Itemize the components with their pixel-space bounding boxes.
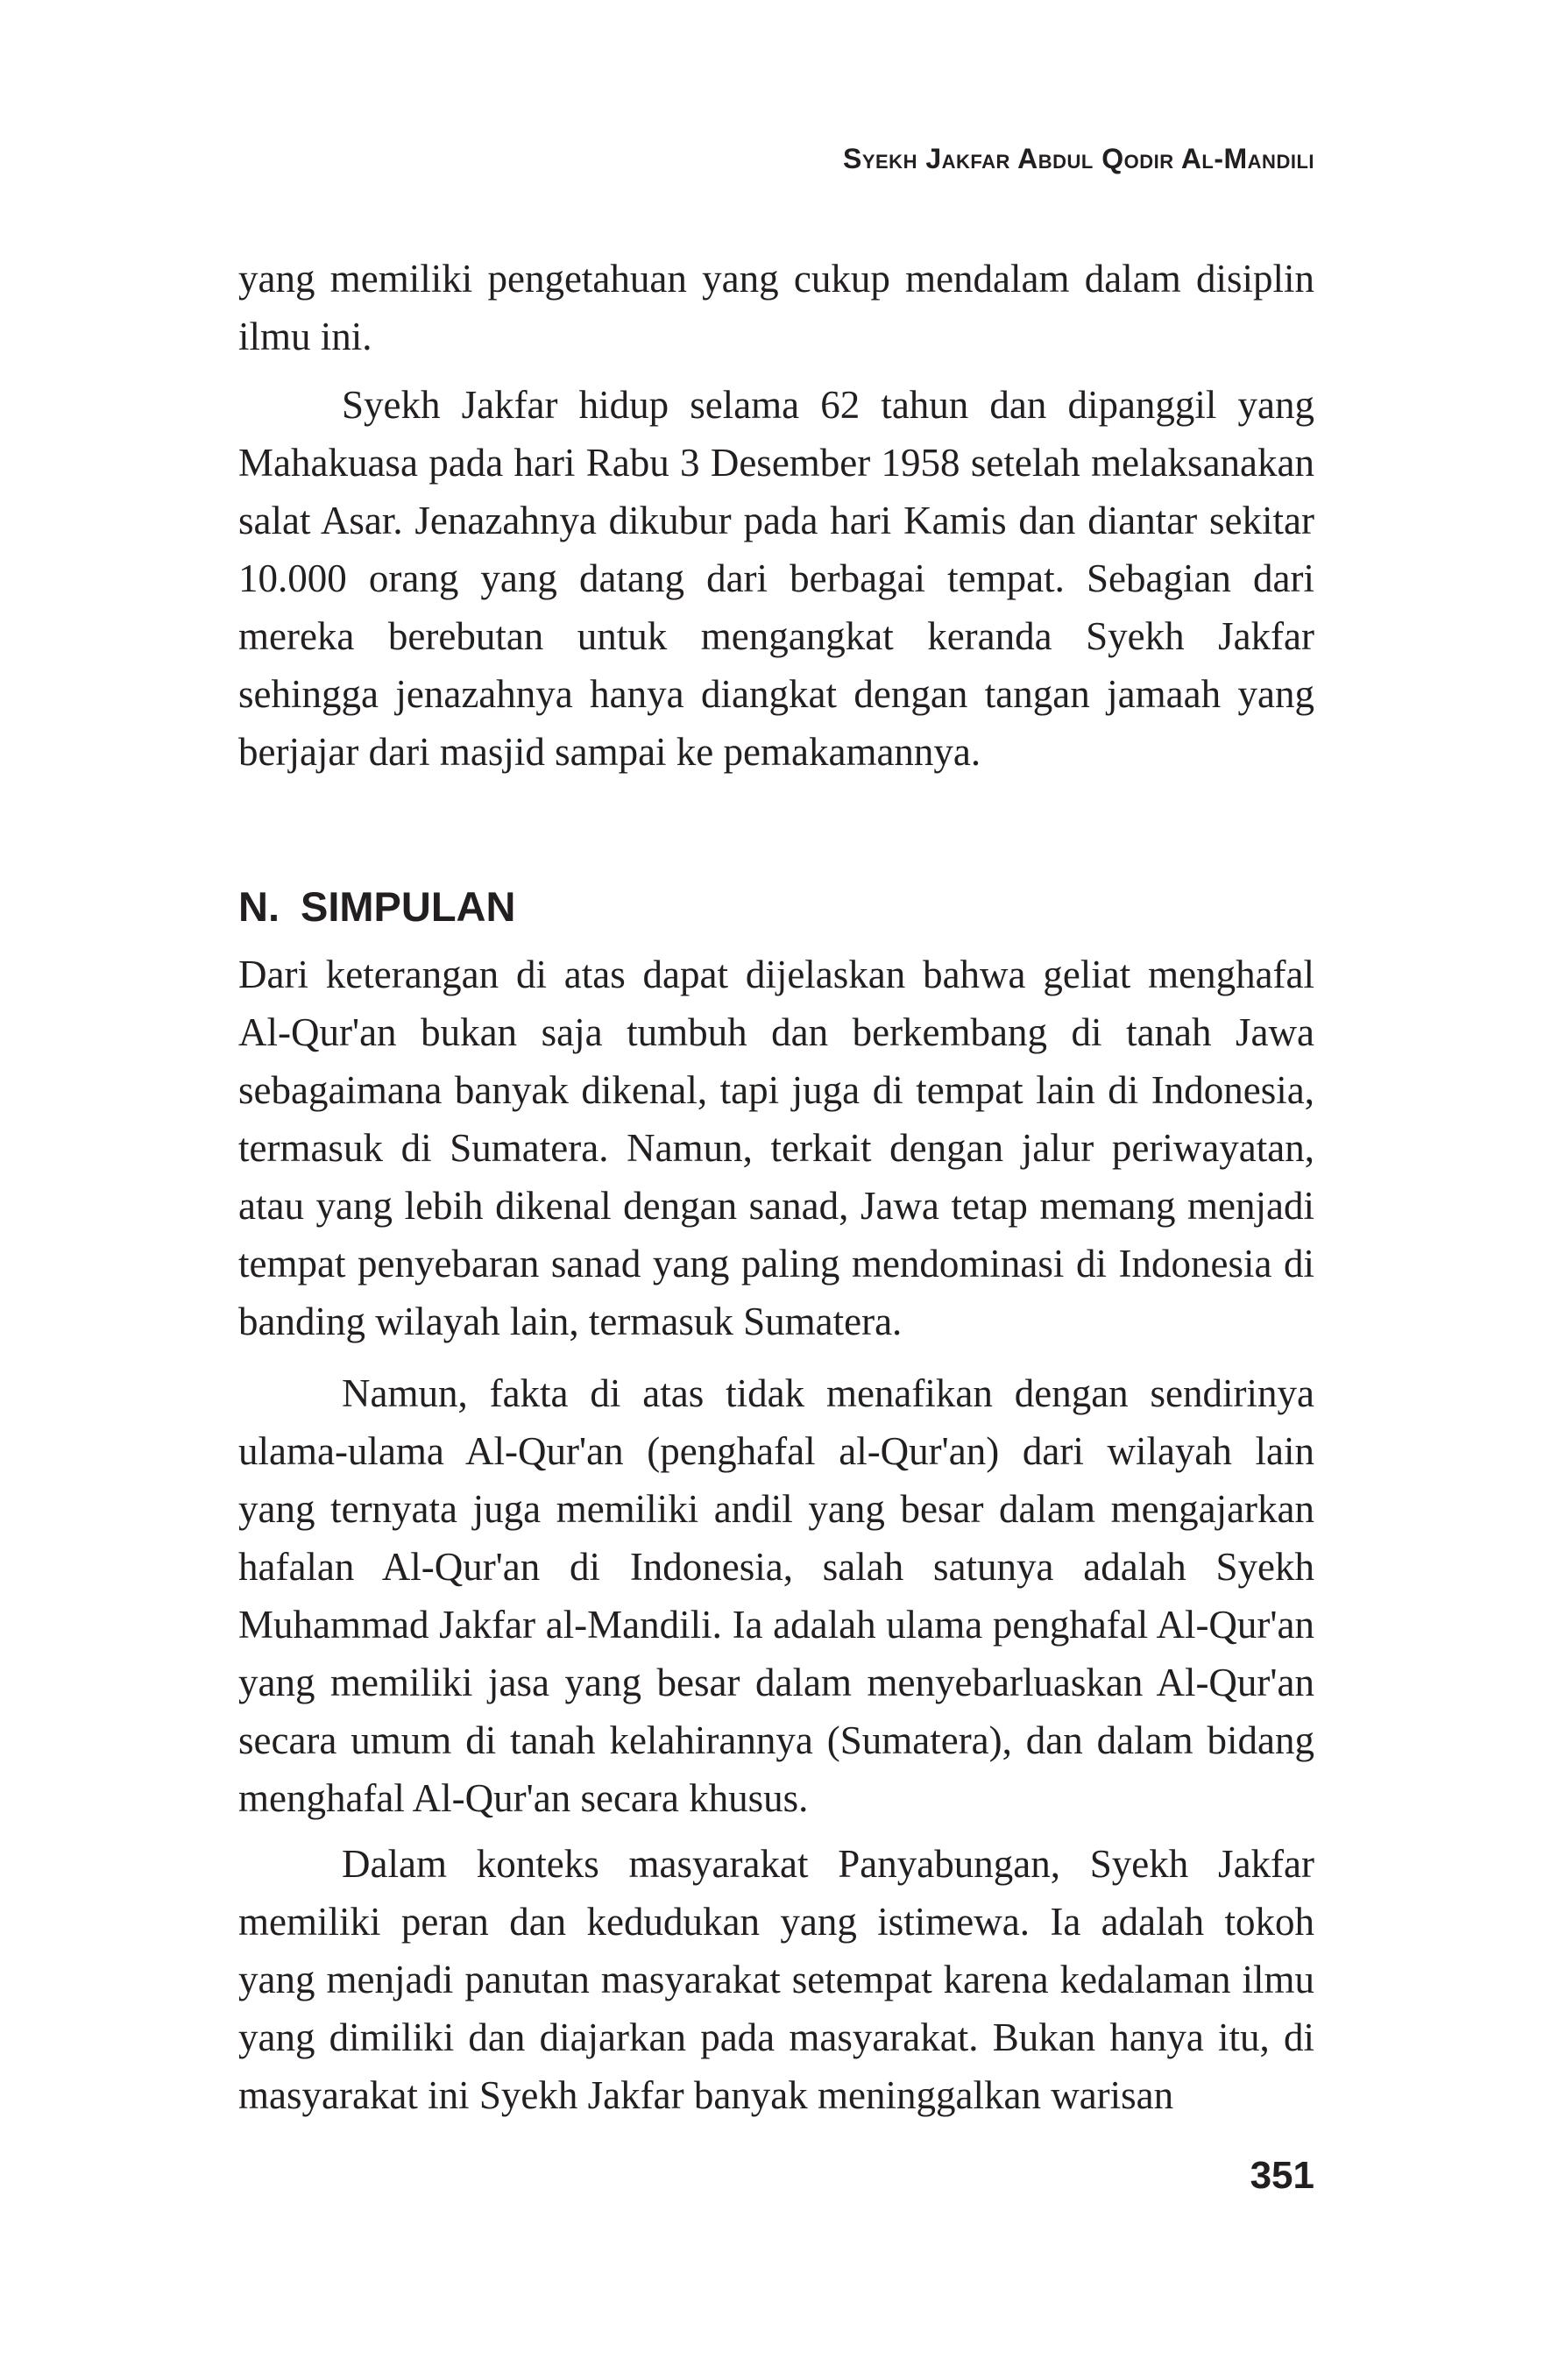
section-title: SIMPULAN — [301, 883, 516, 930]
body-paragraph: yang memiliki pengetahuan yang cukup mendalam dalam disiplin ilmu ini. — [238, 257, 1314, 358]
section-text-block — [238, 1364, 1314, 1827]
section-paragraph: Dalam konteks masyarakat Panyabungan, Syekh Jakfar memiliki peran dan kedudukan yang istimewa. Ia adalah tokoh yang menjadi panutan masyarakat setempat karena kedalaman ilmu yang dimiliki dan diajarkan pada masyarakat. Bukan hanya itu, di masyarakat ini Syekh Jakfar banyak meninggalkan warisan — [238, 1842, 1314, 2117]
section-heading — [238, 876, 515, 938]
section-text-block — [238, 946, 1314, 1350]
body-text-block — [238, 250, 1314, 365]
section-paragraph: Namun, fakta di atas tidak menafikan dengan sendirinya ulama-ulama Al-Qur'an (penghafal al-Qur'an) dari wilayah lain yang ternyata juga memiliki andil yang besar dalam mengajarkan hafalan Al-Qur'an di Indonesia, salah satunya adalah Syekh Muhammad Jakfar al-Mandili. Ia adalah ulama penghafal Al-Qur'an yang memiliki jasa yang besar dalam menyebarluaskan Al-Qur'an secara umum di tanah kelahirannya (Sumatera), dan dalam bidang menghafal Al-Qur'an secara khusus. — [238, 1371, 1314, 1820]
body-text-block — [238, 376, 1314, 781]
section-text-block — [238, 1835, 1314, 2124]
section-paragraph: Dari keterangan di atas dapat dijelaskan bahwa geliat menghafal Al-Qur'an bukan saja tumbuh dan berkembang di tanah Jawa sebagaimana banyak dikenal, tapi juga di tempat lain di Indonesia, termasuk di Sumatera. Namun, terkait dengan jalur periwayatan, atau yang lebih dikenal dengan sanad, Jawa tetap memang menjadi tempat penyebaran sanad yang paling mendominasi di Indonesia di banding wilayah lain, termasuk Sumatera. — [238, 953, 1314, 1343]
page-number: 351 — [1250, 2154, 1314, 2197]
section-number: N. — [238, 883, 280, 930]
running-header: Syekh Jakfar Abdul Qodir Al-Mandili — [842, 143, 1314, 174]
body-paragraph: Syekh Jakfar hidup selama 62 tahun dan dipanggil yang Mahakuasa pada hari Rabu 3 Desember 1958 setelah melaksanakan salat Asar. Jenazahnya dikubur pada hari Kamis dan diantar sekitar 10.000 orang yang datang dari berbagai tempat. Sebagian dari mereka berebutan untuk mengangkat keranda Syekh Jakfar sehingga jenazahnya hanya diangkat dengan tangan jamaah yang berjajar dari masjid sampai ke pemakamannya. — [238, 383, 1314, 774]
